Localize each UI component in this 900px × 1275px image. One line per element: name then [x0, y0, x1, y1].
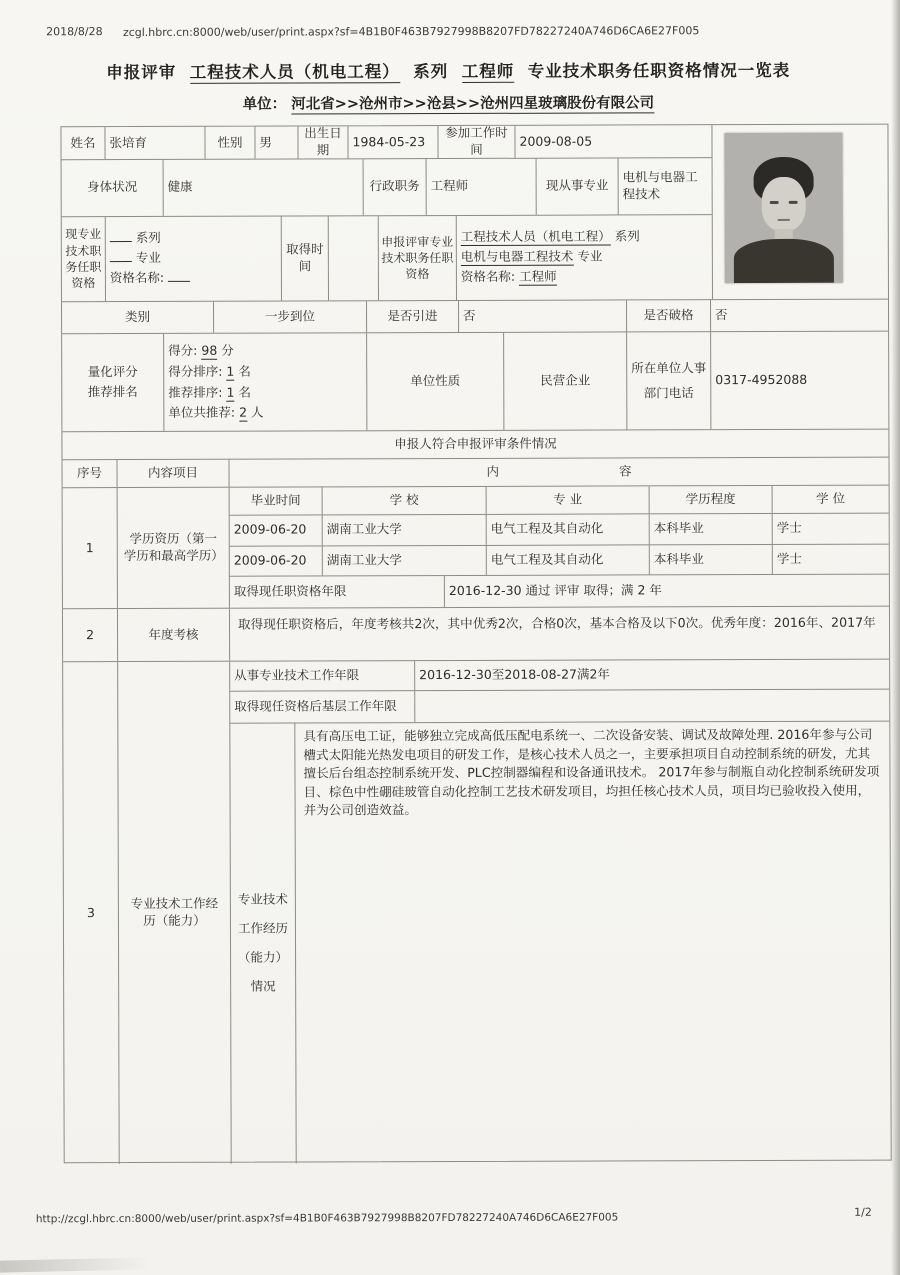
conditions-header: 申报人符合申报评审条件情况 — [394, 435, 557, 452]
edu1-level: 本科毕业 — [650, 514, 773, 544]
section1-no: 1 — [63, 488, 118, 608]
edu2-major: 电气工程及其自动化 — [487, 545, 650, 575]
grassroots-value — [415, 690, 889, 722]
scores-label-line1: 量化评分 — [87, 364, 138, 380]
score-unit: 分 — [221, 342, 234, 358]
work-years-value: 2016-12-30至2018-08-27满2年 — [419, 666, 610, 683]
profession-label: 现从事专业 — [537, 158, 619, 214]
declared-series-suffix: 系列 — [614, 228, 640, 244]
photo-eye-right — [789, 201, 798, 204]
photo-shirt — [734, 239, 834, 283]
edu-col-level: 学历程度 — [650, 486, 773, 513]
edu-col-school: 学 校 — [323, 487, 487, 514]
declared-title-content — [457, 215, 712, 300]
education-columns-row — [230, 486, 889, 516]
total-rec-unit: 人 — [250, 404, 264, 420]
hr-phone-value: 0317-4952088 — [715, 371, 808, 388]
birth-label: 出生日期 — [298, 126, 348, 158]
section1-item: 学历资历（第一学历和最高学历） — [118, 488, 230, 608]
work-sublabel-line4: 情况 — [250, 978, 276, 994]
work-detail-content: 具有高压电工证，能够独立完成高低压配电系统一、二次设备安装、调试及故障处理. 2016年参与公司槽式太阳能光热发电项目的研发工作，是核心技术人员之一，主要承担项目自动控制系统的研发，尤其擅长后台组态控制系统开发、PLC控制器编程和设备通讯技术。 2017年参与制瓶自动化控制系统研发项目、棕色中性硼硅玻管自动化控制工艺技术研发项目，均担任核心技术人员，项目均已验收投入使用，并为公司创造效益。 — [303, 726, 880, 818]
scores-values — [164, 333, 367, 431]
edu1-school: 湖南工业大学 — [323, 515, 487, 545]
current-name-label: 资格名称: — [109, 270, 165, 286]
profession-value: 电机与电器工程技术 — [622, 169, 698, 202]
unit-nature-label: 单位性质 — [367, 333, 504, 430]
blank-underline — [110, 250, 132, 262]
work-detail-row — [230, 722, 890, 1164]
current-title-content — [106, 216, 282, 301]
work-years-row — [230, 660, 889, 692]
declared-major-value: 电机与电器工程技术 — [460, 248, 574, 265]
current-series-suffix: 系列 — [135, 230, 161, 246]
edu-col-grad-date: 毕业时间 — [230, 487, 323, 514]
print-footer-url: http://zcgl.hbrc.cn:8000/web/user/print.aspx?sf=4B1B0F463B7927998B8207FD78227240A746D6CA6E27F005 — [35, 1211, 619, 1226]
edu1-major: 电气工程及其自动化 — [487, 514, 650, 544]
import-value: 否 — [459, 300, 627, 332]
work-sublabel-line2: 工作经历 — [237, 920, 288, 936]
score-rank-unit: 名 — [238, 363, 251, 379]
category-label: 类别 — [62, 302, 214, 333]
exception-label: 是否破格 — [627, 300, 711, 331]
edu2-grad-date: 2009-06-20 — [230, 546, 323, 576]
score-line — [168, 342, 234, 359]
scores-band — [62, 332, 888, 433]
score-rank-value: 1 — [226, 363, 235, 379]
edu1-grad-date: 2009-06-20 — [230, 515, 323, 545]
declared-series-line — [461, 229, 640, 246]
section3-no: 3 — [63, 662, 120, 1164]
acquire-time-label: 取得时间 — [282, 216, 329, 301]
annual-review-band — [63, 607, 889, 663]
grassroots-label: 取得现任资格后基层工作年限 — [230, 691, 415, 723]
education-row-1 — [230, 513, 889, 546]
title-rank-underlined: 工程师 — [461, 61, 515, 81]
declared-title-label: 申报评审专业技术职务任职资格 — [379, 216, 457, 301]
title-series-underlined: 工程技术人员（机电工程） — [189, 62, 400, 82]
work-sublabel-line1: 专业技术 — [237, 891, 288, 907]
col-item-header: 内容项目 — [117, 460, 229, 487]
education-band — [63, 486, 889, 610]
gender-value: 男 — [255, 126, 298, 158]
scores-label — [62, 334, 164, 431]
education-row-2 — [230, 544, 889, 577]
work-sublabel-line3: （能力） — [238, 949, 289, 965]
hr-phone-label-line2: 部门电话 — [643, 384, 694, 400]
print-date: 2018/8/28 — [46, 25, 103, 39]
current-major-suffix: 专业 — [135, 250, 161, 266]
work-years-label: 从事专业技术工作年限 — [230, 661, 415, 691]
birth-value: 1984-05-23 — [348, 126, 438, 158]
score-value: 98 — [201, 342, 218, 358]
title-series-suffix: 系列 — [413, 62, 449, 82]
total-rec-line — [168, 405, 263, 422]
total-rec-value: 2 — [239, 405, 248, 421]
import-label: 是否引进 — [367, 301, 459, 332]
col-content-header-right: 容 — [619, 463, 632, 479]
admin-duty-label: 行政职务 — [364, 159, 427, 215]
photo-face — [762, 177, 806, 231]
category-band — [62, 300, 888, 335]
declared-name-value: 工程师 — [519, 268, 557, 285]
declared-name-line — [461, 269, 557, 286]
rec-rank-unit: 名 — [238, 384, 251, 400]
row-health-admin-prof — [62, 158, 712, 217]
exception-value: 否 — [715, 307, 728, 323]
photo-cell — [711, 125, 888, 300]
score-label: 得分: — [168, 342, 198, 358]
tenure-label: 取得现任职资格年限 — [230, 576, 445, 607]
portrait-photo — [724, 133, 842, 283]
col-content-header-left: 内 — [486, 463, 500, 479]
category-value: 一步到位 — [214, 301, 367, 332]
scores-label-line2: 推荐排名 — [87, 383, 138, 400]
declared-series-value: 工程技术人员（机电工程） — [460, 228, 611, 245]
qualification-form-table — [60, 124, 891, 1164]
hr-phone-label-line1: 所在单位人事 — [631, 359, 707, 376]
current-title-label: 现专业技术职务任职资格 — [62, 217, 106, 302]
score-rank-line — [168, 363, 251, 380]
score-rank-label: 得分排序: — [168, 363, 223, 379]
tenure-value: 2016-12-30 通过 评审 取得；满 2 年 — [448, 582, 662, 599]
current-name-line — [110, 270, 194, 287]
edu1-degree: 学士 — [776, 520, 802, 536]
work-experience-band — [63, 660, 891, 1165]
edu2-degree: 学士 — [776, 550, 802, 566]
health-label: 身体状况 — [62, 160, 164, 216]
title-suffix: 专业技术职务任职资格情况一览表 — [527, 60, 791, 81]
unit-label: 单位： — [242, 96, 287, 113]
declared-name-label: 资格名称: — [460, 269, 516, 285]
title-prefix: 申报评审 — [106, 62, 177, 83]
hr-phone-label — [627, 332, 711, 429]
basic-info-band — [61, 125, 888, 303]
acquire-time-value — [329, 216, 379, 301]
work-detail-sublabel — [230, 723, 296, 1163]
conditions-header-band — [62, 430, 888, 461]
row-name-gender-birth — [61, 125, 711, 160]
row-titles — [62, 215, 712, 301]
blank-underline — [110, 230, 132, 242]
page-number: 1/2 — [854, 1205, 872, 1219]
grassroots-row — [230, 690, 889, 724]
admin-duty-value: 工程师 — [427, 159, 537, 215]
gender-label: 性别 — [205, 127, 255, 159]
rec-rank-line — [168, 384, 251, 401]
edu2-school: 湖南工业大学 — [323, 545, 487, 575]
unit-nature-value: 民营企业 — [504, 332, 627, 429]
current-series-line — [110, 230, 161, 247]
declared-major-suffix: 专业 — [577, 248, 603, 264]
edu-col-degree: 学 位 — [816, 490, 846, 506]
name-value: 张培育 — [105, 127, 205, 159]
rec-rank-value: 1 — [226, 384, 235, 400]
section2-no: 2 — [63, 609, 118, 661]
columns-header-band — [62, 458, 888, 489]
start-work-label: 参加工作时间 — [438, 126, 515, 158]
photo-eye-left — [770, 201, 779, 204]
section3-item: 专业技术工作经历（能力） — [118, 662, 232, 1164]
name-label: 姓名 — [61, 127, 105, 159]
document-title — [0, 57, 898, 84]
annual-review-content: 取得现任职资格后，年度考核共2次，其中优秀2次，合格0次，基本合格及以下0次。优秀年度：2016年、2017年 — [237, 614, 876, 632]
edu-col-major: 专 业 — [487, 486, 650, 513]
photo-mouth — [778, 219, 790, 221]
start-work-value: 2009-08-05 — [519, 133, 593, 149]
print-header-url: zcgl.hbrc.cn:8000/web/user/print.aspx?sf=4B1B0F463B7927998B8207FD78227240A746D6CA6E27F005 — [122, 24, 700, 40]
current-major-line — [110, 250, 161, 267]
health-value: 健康 — [164, 159, 364, 215]
unit-line — [0, 91, 898, 115]
unit-value: 河北省>>沧州市>>沧县>>沧州四星玻璃股份有限公司 — [291, 95, 655, 113]
section2-item: 年度考核 — [118, 609, 230, 661]
col-content-header — [229, 458, 888, 487]
edu2-level: 本科毕业 — [650, 545, 773, 575]
total-rec-label: 单位共推荐: — [168, 405, 236, 421]
declared-major-line — [461, 249, 603, 266]
tenure-row — [230, 575, 889, 608]
col-no-header: 序号 — [62, 460, 117, 487]
rec-rank-label: 推荐排序: — [168, 384, 223, 400]
blank-underline — [168, 270, 190, 282]
